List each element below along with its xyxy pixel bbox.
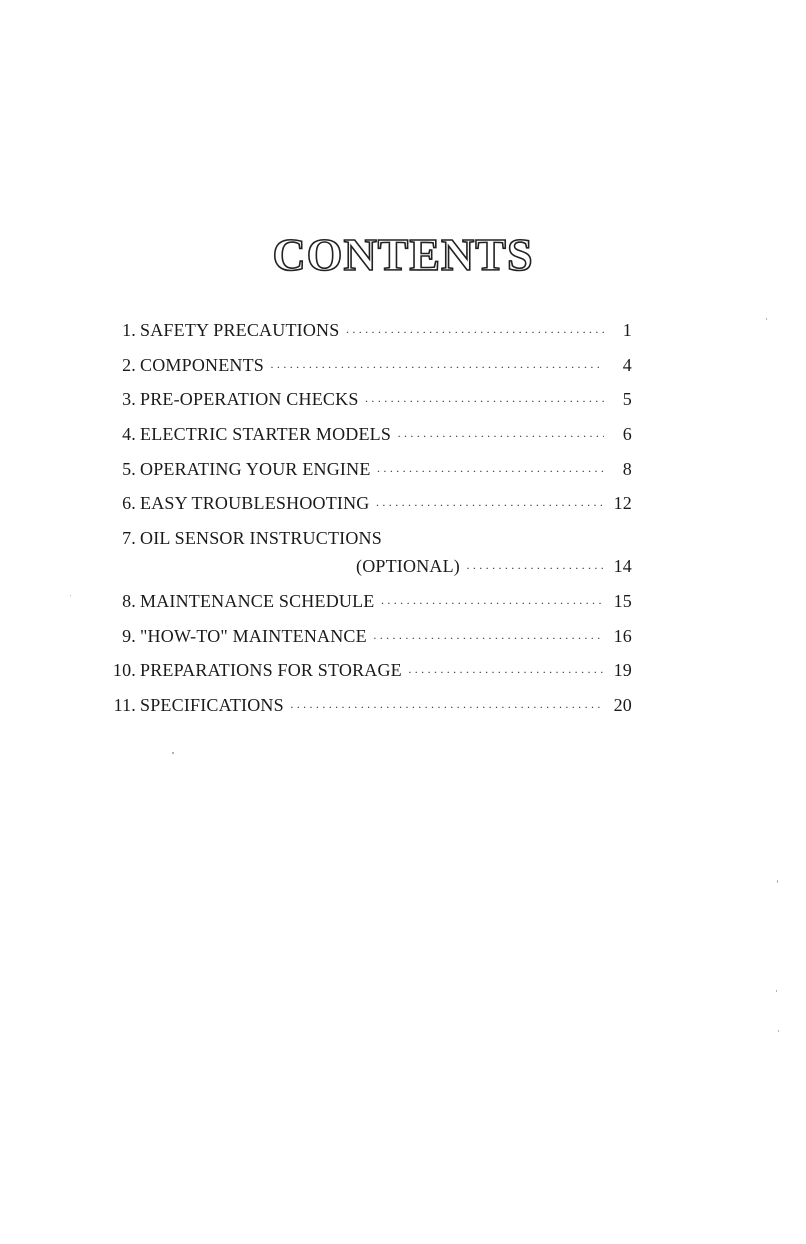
toc-entry-9[interactable] <box>102 626 632 661</box>
toc-entry-7-continued[interactable] <box>102 556 632 591</box>
dot-leader <box>408 665 604 680</box>
toc-entry-page: 19 <box>613 660 632 681</box>
toc-entry-page: 20 <box>613 694 632 715</box>
scan-speck <box>778 1030 779 1032</box>
toc-entry-label: OIL SENSOR INSTRUCTIONS <box>140 528 382 549</box>
toc-entry-page: 14 <box>613 556 632 577</box>
toc-entry-label: SAFETY PRECAUTIONS <box>140 320 340 340</box>
dot-leader <box>466 561 604 576</box>
toc-entry-label: MAINTENANCE SCHEDULE <box>140 590 375 611</box>
toc-entry-label: PRE-OPERATION CHECKS <box>140 389 359 410</box>
toc-entry-page: 16 <box>613 625 632 646</box>
dot-leader <box>345 325 604 340</box>
toc-entry-label: "HOW-TO" MAINTENANCE <box>140 625 367 646</box>
toc-entry-label: SPECIFICATIONS <box>140 694 284 715</box>
page-title: CONTENTS <box>272 229 534 280</box>
dot-leader <box>373 631 604 646</box>
toc-entry-label-continued: (OPTIONAL) <box>356 556 460 577</box>
toc-entry-8[interactable] <box>102 591 632 626</box>
toc-entry-7[interactable] <box>102 528 632 556</box>
toc-entry-page: 15 <box>613 590 632 611</box>
scan-speck <box>766 318 767 320</box>
dot-leader <box>270 360 604 375</box>
toc-entry-number: 5. <box>122 458 136 479</box>
toc-entry-page: 4 <box>622 354 632 375</box>
toc-entry-label: ELECTRIC STARTER MODELS <box>140 424 392 445</box>
toc-entry-4[interactable] <box>102 424 632 459</box>
toc-entry-page: 1 <box>622 320 632 340</box>
toc-entry-number: 1. <box>122 320 136 340</box>
scan-speck <box>172 752 174 754</box>
toc-entry-page: 8 <box>622 458 632 479</box>
scan-speck <box>70 595 71 596</box>
dot-leader <box>376 498 604 513</box>
toc-entry-number: 9. <box>122 625 136 646</box>
toc-entry-number: 6. <box>122 493 136 514</box>
dot-leader <box>377 464 604 479</box>
dot-leader <box>380 596 604 611</box>
toc-entry-1[interactable] <box>102 320 632 355</box>
toc-entry-number: 11. <box>113 694 136 715</box>
scan-speck <box>777 880 778 883</box>
toc-entry-label: EASY TROUBLESHOOTING <box>140 493 370 514</box>
toc-entry-number: 2. <box>122 354 136 375</box>
toc-entry-number: 8. <box>122 590 136 611</box>
table-of-contents <box>102 320 632 730</box>
toc-entry-number: 10. <box>112 660 136 681</box>
toc-entry-label: PREPARATIONS FOR STORAGE <box>140 660 402 681</box>
toc-entry-number: 7. <box>122 528 136 549</box>
toc-entry-label: COMPONENTS <box>140 354 265 375</box>
scan-speck <box>776 990 777 992</box>
toc-entry-2[interactable] <box>102 355 632 390</box>
toc-entry-number: 3. <box>122 389 136 410</box>
toc-entry-11[interactable] <box>102 695 632 730</box>
dot-leader <box>397 429 604 444</box>
toc-entry-page: 6 <box>622 424 632 445</box>
toc-entry-label: OPERATING YOUR ENGINE <box>140 458 371 479</box>
toc-entry-page: 5 <box>622 389 632 410</box>
toc-entry-6[interactable] <box>102 493 632 528</box>
toc-entry-number: 4. <box>122 424 136 445</box>
toc-entry-3[interactable] <box>102 389 632 424</box>
toc-entry-10[interactable] <box>102 660 632 695</box>
dot-leader <box>365 394 604 409</box>
toc-entry-5[interactable] <box>102 459 632 494</box>
toc-entry-page: 12 <box>613 493 632 514</box>
dot-leader <box>290 700 604 715</box>
